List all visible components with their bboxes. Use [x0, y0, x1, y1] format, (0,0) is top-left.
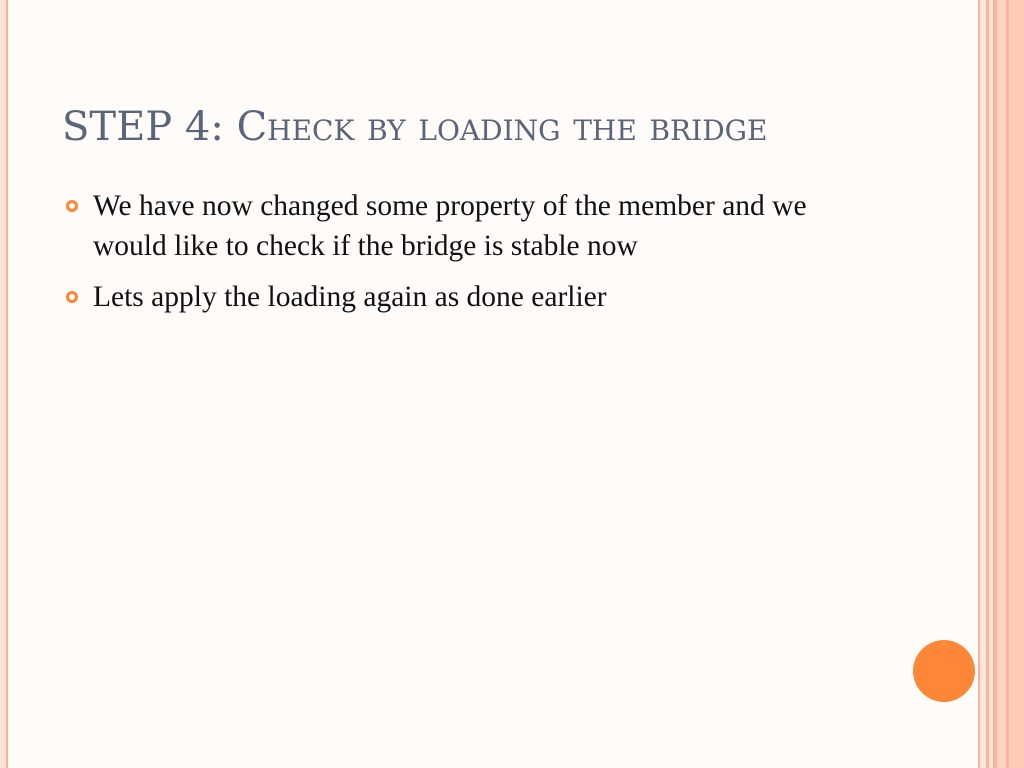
left-border-stripe: [0, 0, 8, 768]
slide-title-main: Check by loading the bridge: [236, 104, 768, 150]
bullet-circle-icon: [66, 200, 78, 212]
accent-circle-decoration: [913, 640, 975, 702]
bullet-item: [66, 277, 866, 317]
right-decor-stripe: [997, 0, 1006, 768]
slide-title: [62, 104, 767, 150]
bullet-item: [66, 186, 866, 266]
slide-title-prefix: STEP 4:: [62, 104, 237, 150]
bullet-text: Lets apply the loading again as done earlier: [93, 281, 607, 313]
bullet-circle-icon: [66, 291, 78, 303]
right-decor-stripe: [1009, 0, 1024, 768]
bullet-list: [66, 186, 866, 328]
bullet-text: We have now changed some property of the member and we would like to check if the bridge is stable now: [93, 190, 807, 262]
